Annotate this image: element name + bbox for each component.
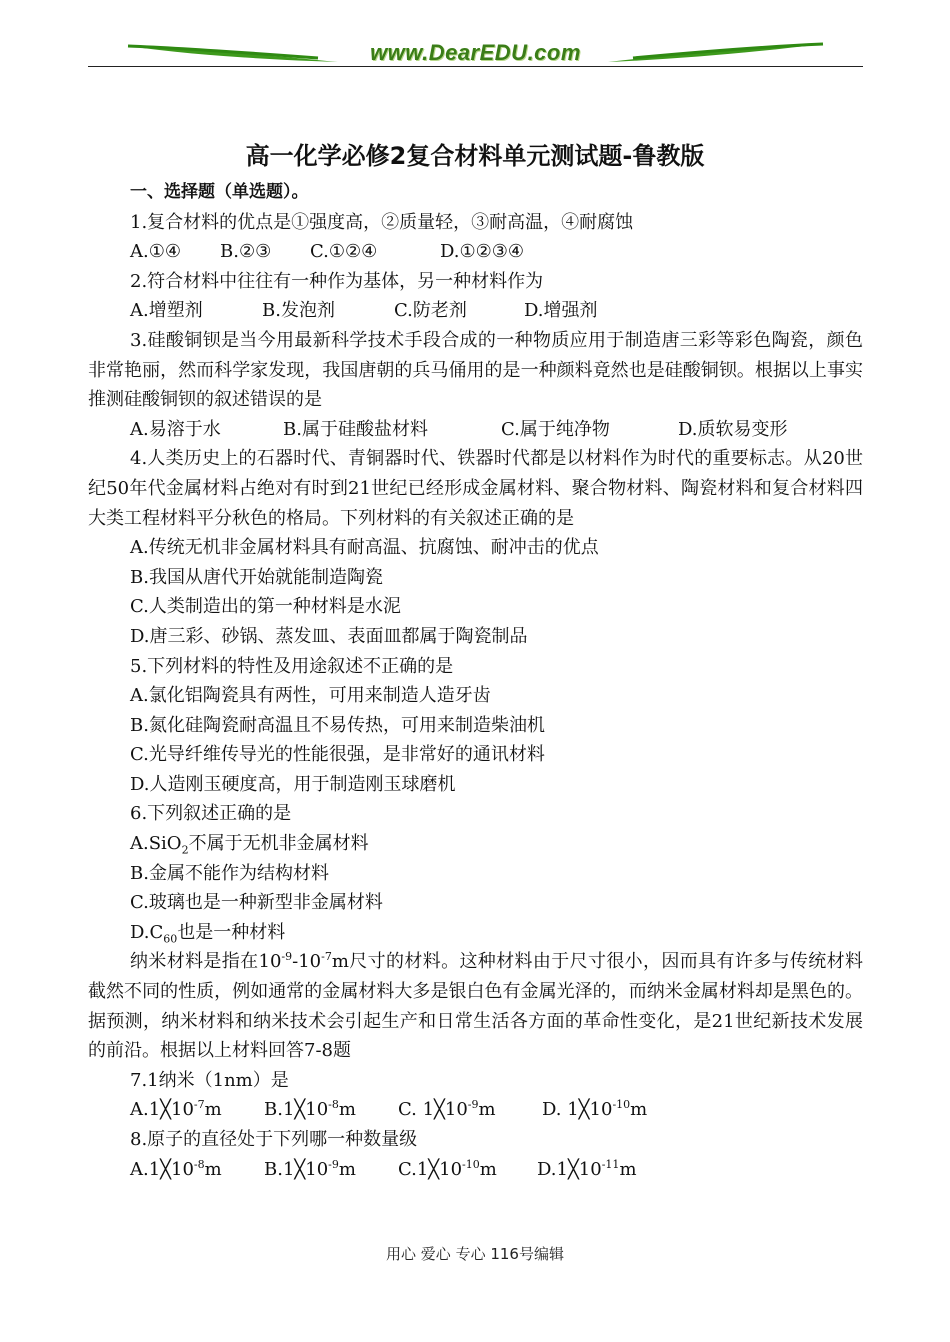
option-a: $A.1╳10^{-7}m$	[130, 1098, 222, 1121]
option-d: D.①②③④	[440, 241, 525, 263]
option-c: C. $1╳10^{-9}m$	[398, 1098, 496, 1121]
option-c: C.玻璃也是一种新型非金属材料	[130, 892, 383, 914]
option-d: D.人造刚玉硬度高，用于制造刚玉球磨机	[130, 773, 456, 795]
option-b: B.氮化硅陶瓷耐高温且不易传热，可用来制造柴油机	[130, 714, 545, 736]
option-a: $A.1╳10^{-8}m$	[130, 1157, 222, 1180]
option-d: D.质软易变形	[678, 418, 788, 440]
subscript: 2	[181, 843, 189, 857]
option-d: D.唐三彩、砂锅、蒸发皿、表面皿都属于陶瓷制品	[130, 625, 528, 647]
subscript: 60	[163, 932, 178, 946]
question-1-options	[88, 237, 863, 267]
option-c: C.防老剂	[394, 300, 467, 322]
option-d-text: 也是一种材料	[177, 921, 286, 943]
passage-text: -10	[292, 951, 322, 973]
option-c: C.光导纤维传导光的性能很强，是非常好的通讯材料	[130, 744, 545, 766]
option-c: C.人类制造出的第一种材料是水泥	[130, 596, 401, 618]
option-d	[88, 918, 863, 948]
option-b: B.金属不能作为结构材料	[130, 862, 329, 884]
superscript: -7	[321, 950, 332, 964]
document-body	[88, 178, 863, 1184]
question-3-options	[88, 415, 863, 445]
option-c: $C.1╳10^{-10}m$	[398, 1157, 497, 1180]
option-b: B.②③	[220, 241, 272, 263]
option-d-prefix: D.C	[130, 921, 164, 943]
question-7-options	[88, 1095, 863, 1125]
page-footer: 用心 爱心 专心 116号编辑	[386, 1245, 564, 1263]
option-c: C.①②④	[310, 241, 378, 263]
question-7-stem: 7.1纳米（1nm）是	[130, 1069, 289, 1091]
question-2-options	[88, 296, 863, 326]
header-divider	[88, 66, 863, 67]
option-b: $B.1╳10^{-8}m$	[264, 1098, 356, 1121]
question-4-stem: 4.人类历史上的石器时代、青铜器时代、铁器时代都是以材料作为时代的重要标志。从20世纪50年代金属材料占绝对有时到21世纪已经形成金属材料、聚合物材料、陶瓷材料和复合材料四大类工程材料平分秋色的格局。下列材料的有关叙述正确的是	[88, 448, 863, 529]
option-a: A.①④	[130, 241, 181, 263]
question-1-stem: 1.复合材料的优点是①强度高，②质量轻，③耐高温，④耐腐蚀	[130, 211, 634, 233]
passage-text: 纳米材料是指在10	[130, 951, 282, 973]
option-b: $B.1╳10^{-9}m$	[264, 1157, 356, 1180]
option-a-text: 不属于无机非金属材料	[188, 833, 369, 855]
option-d: $D.1╳10^{-11}m$	[537, 1157, 637, 1180]
option-a	[88, 829, 863, 859]
site-url: www.DearEDU.com	[370, 40, 581, 65]
superscript: -9	[281, 950, 293, 964]
option-b: B.属于硅酸盐材料	[283, 418, 428, 440]
option-d: D. $1╳10^{-10}m$	[542, 1098, 648, 1121]
option-d: D.增强剂	[524, 300, 598, 322]
option-c: C.属于纯净物	[501, 418, 610, 440]
passage-text: m尺寸的材料。这种材料由于尺寸很小，因而具有许多与传统材料截然不同的性质，例如通常的金属材料大多是银白色有金属光泽的，而纳米金属材料却是黑色的。据预测，纳米材料和纳米技术会引起生产和日常生活各方面的革命性变化，是21世纪新技术发展的前沿。根据以上材料回答7-8题	[88, 951, 863, 1062]
question-6-stem: 6.下列叙述正确的是	[130, 803, 292, 825]
section-heading: 一、选择题（单选题）。	[130, 182, 309, 202]
question-8-stem: 8.原子的直径处于下列哪一种数量级	[130, 1129, 418, 1150]
question-3-stem: 3.硅酸铜钡是当今用最新科学技术手段合成的一种物质应用于制造唐三彩等彩色陶瓷，颜色非常艳丽，然而科学家发现，我国唐朝的兵马俑用的是一种颜料竟然也是硅酸铜钡。根据以上事实推测硅酸铜钡的叙述错误的是	[88, 329, 863, 411]
option-a: A.氯化铝陶瓷具有两性，可用来制造人造牙齿	[130, 685, 491, 707]
question-2-stem: 2.符合材料中往往有一种作为基体，另一种材料作为	[130, 270, 544, 292]
option-b: B.我国从唐代开始就能制造陶瓷	[130, 566, 383, 588]
option-a: A.易溶于水	[130, 418, 221, 440]
option-b: B.发泡剂	[262, 300, 335, 322]
page-title: 高一化学必修2复合材料单元测试题-鲁教版	[245, 142, 705, 170]
reading-passage	[88, 947, 863, 1065]
option-a: A.传统无机非金属材料具有耐高温、抗腐蚀、耐冲击的优点	[130, 537, 599, 559]
option-a-prefix: A.SiO	[130, 833, 182, 855]
question-8-options	[88, 1155, 863, 1185]
option-a: A.增塑剂	[130, 300, 203, 322]
question-5-stem: 5.下列材料的特性及用途叙述不正确的是	[130, 655, 454, 677]
